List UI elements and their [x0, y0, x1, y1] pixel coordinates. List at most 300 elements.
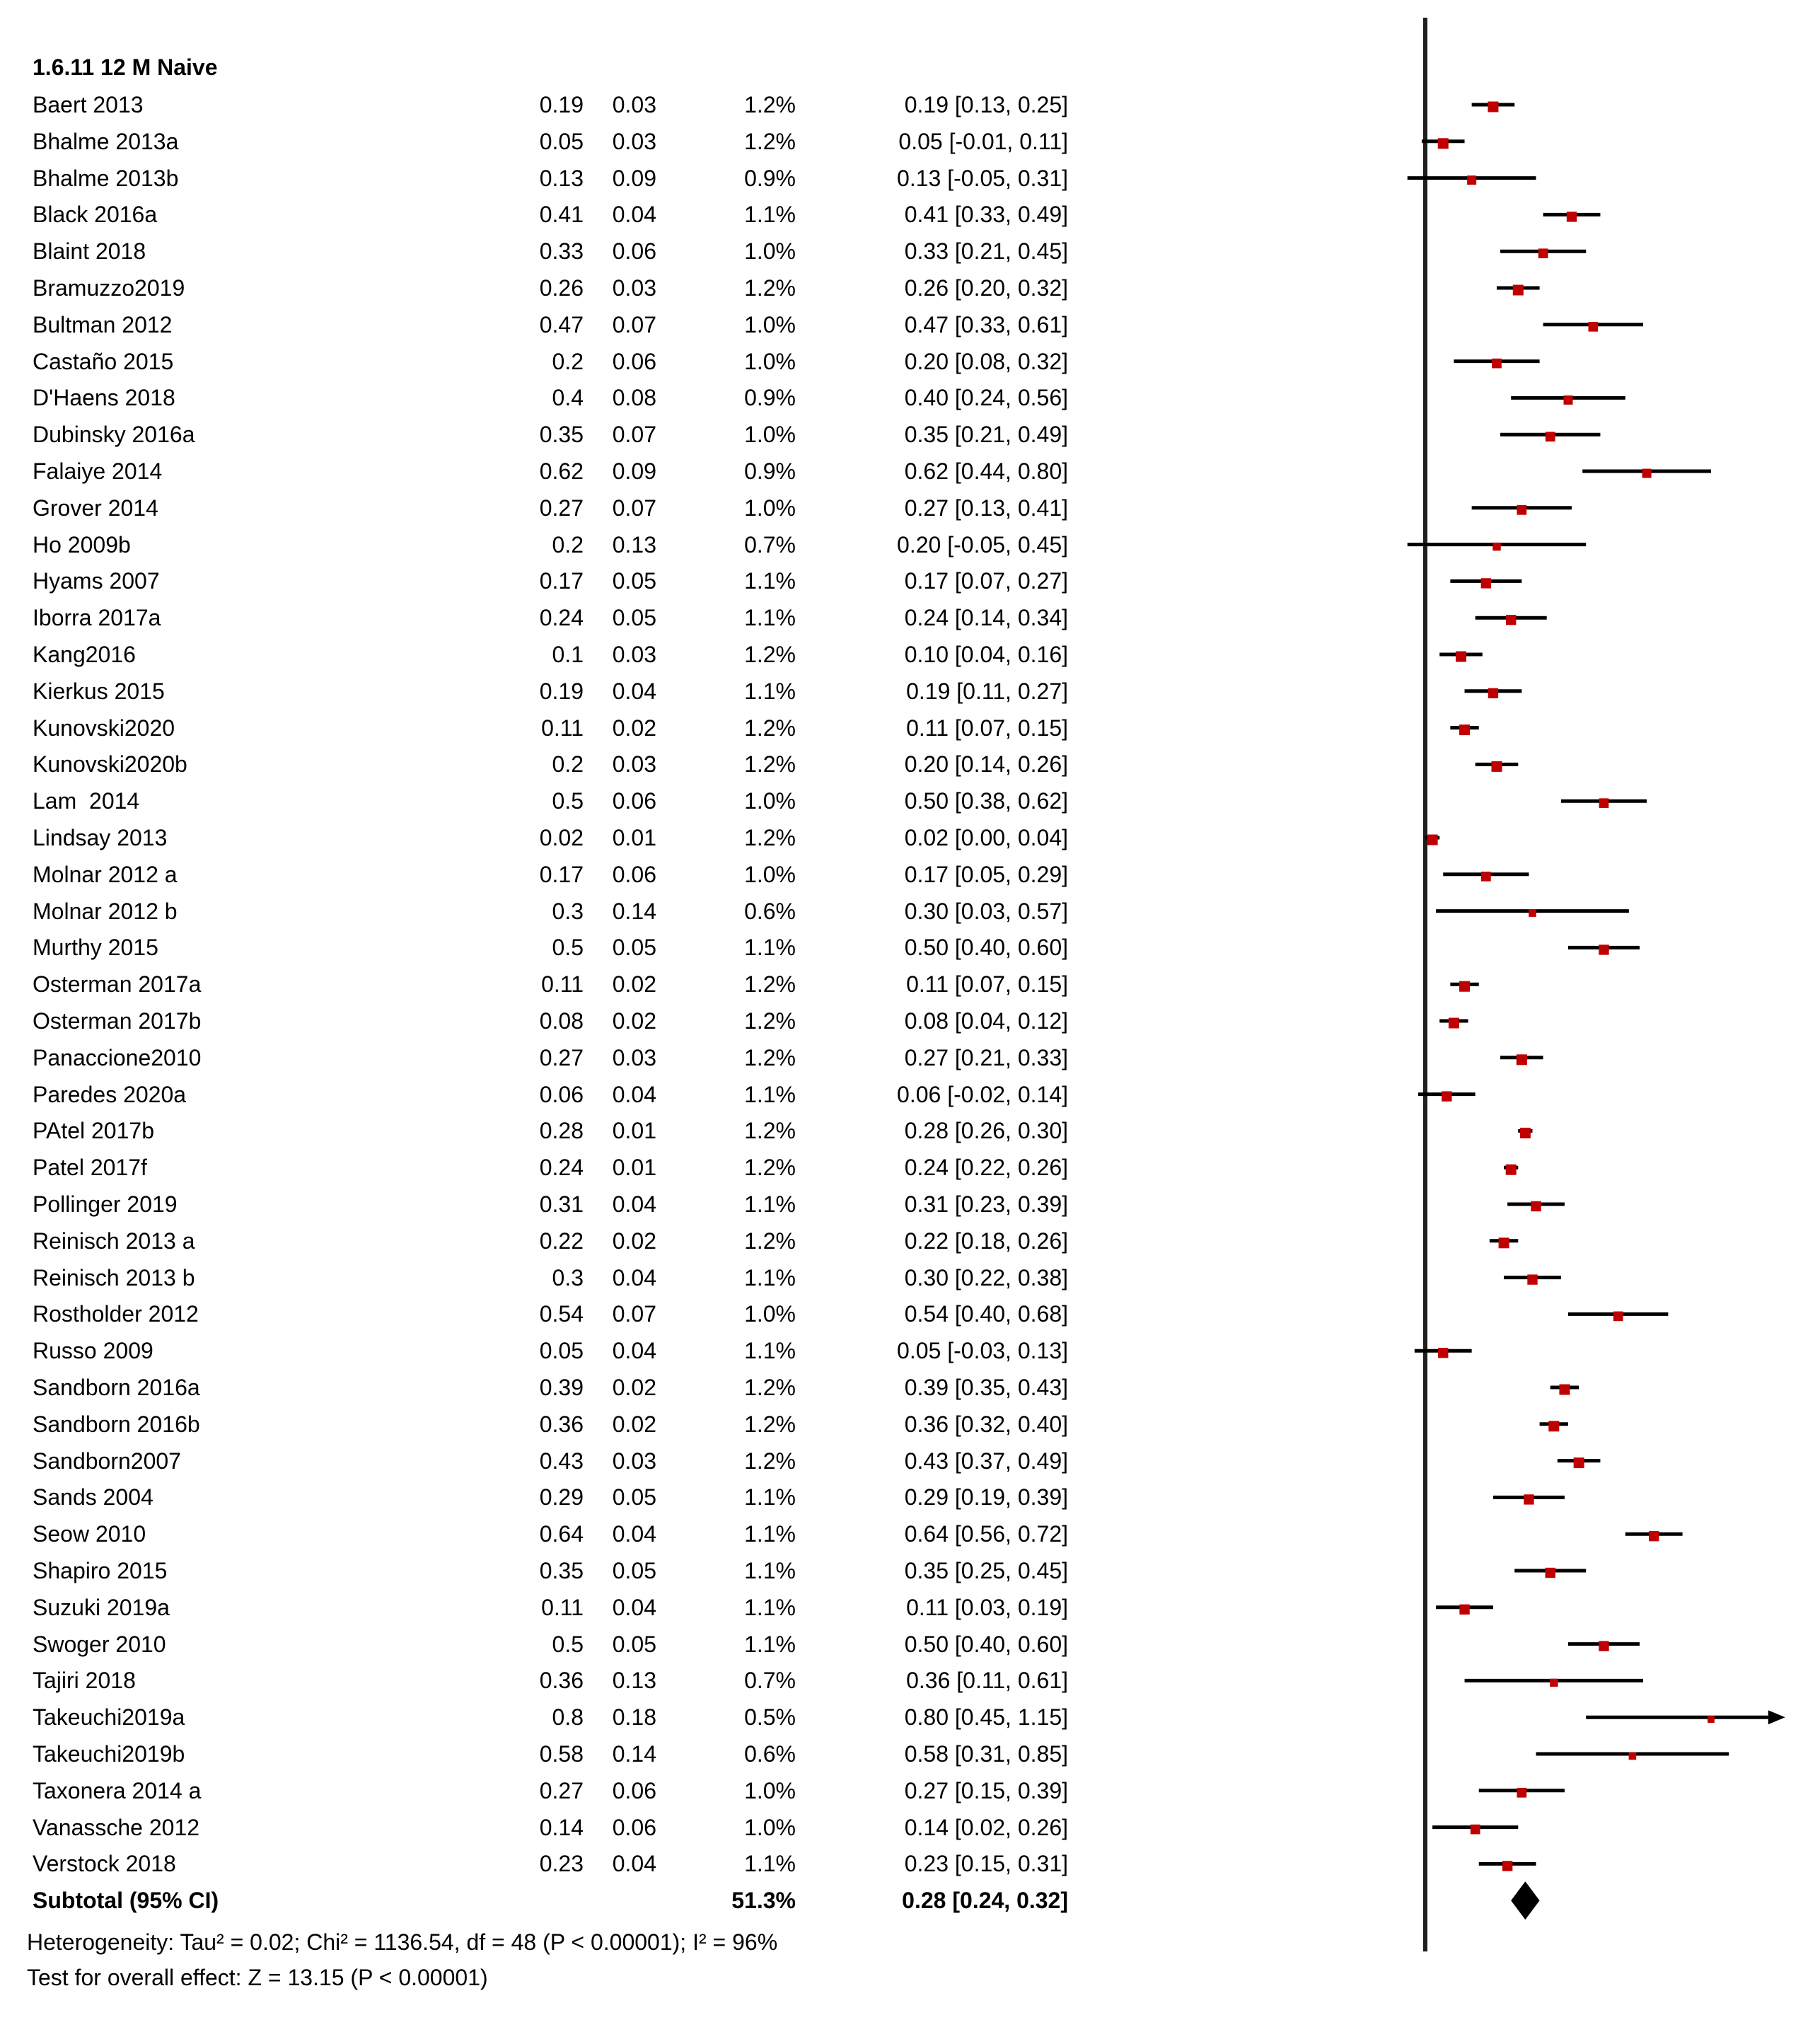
- study-mean-marker: [1499, 1237, 1509, 1248]
- study-mean: 0.27: [539, 1044, 584, 1070]
- study-name: Sandborn 2016a: [33, 1375, 200, 1400]
- study-name: Black 2016a: [33, 202, 158, 228]
- study-weight: 0.6%: [744, 1741, 796, 1767]
- study-mean-marker: [1456, 652, 1466, 662]
- study-mean-marker: [1527, 1274, 1537, 1284]
- study-mean-marker: [1492, 359, 1502, 369]
- study-mean-marker: [1546, 432, 1555, 441]
- study-se: 0.02: [612, 1411, 656, 1437]
- study-effect-ci: 0.19 [0.13, 0.25]: [904, 92, 1068, 117]
- study-name: Vanassche 2012: [33, 1814, 200, 1840]
- study-effect-ci: 0.50 [0.40, 0.60]: [904, 935, 1068, 961]
- subtotal-effect-ci: 0.28 [0.24, 0.32]: [902, 1888, 1068, 1914]
- study-weight: 1.0%: [744, 861, 796, 887]
- study-name: Paredes 2020a: [33, 1081, 187, 1107]
- study-weight: 1.1%: [744, 568, 796, 594]
- study-se: 0.03: [612, 92, 656, 117]
- study-mean-marker: [1550, 1679, 1558, 1687]
- study-se: 0.02: [612, 1228, 656, 1254]
- study-se: 0.06: [612, 1814, 656, 1840]
- study-weight: 1.1%: [744, 202, 796, 228]
- study-effect-ci: 0.24 [0.22, 0.26]: [904, 1155, 1068, 1181]
- study-name: Osterman 2017a: [33, 971, 202, 998]
- study-se: 0.05: [612, 1631, 656, 1657]
- study-mean-marker: [1449, 1018, 1459, 1029]
- study-se: 0.06: [612, 861, 656, 887]
- study-effect-ci: 0.23 [0.15, 0.31]: [904, 1851, 1068, 1877]
- study-mean-marker: [1488, 688, 1498, 698]
- study-se: 0.09: [612, 165, 656, 191]
- study-weight: 1.2%: [744, 1448, 796, 1474]
- study-effect-ci: 0.29 [0.19, 0.39]: [904, 1484, 1068, 1511]
- study-mean: 0.19: [539, 678, 584, 704]
- study-effect-ci: 0.28 [0.26, 0.30]: [904, 1118, 1068, 1144]
- study-effect-ci: 0.11 [0.07, 0.15]: [906, 971, 1068, 998]
- study-se: 0.03: [612, 751, 656, 778]
- study-se: 0.04: [612, 1191, 656, 1217]
- study-mean: 0.2: [552, 531, 584, 558]
- study-weight: 1.0%: [744, 1814, 796, 1840]
- study-se: 0.13: [612, 531, 656, 558]
- study-weight: 1.2%: [744, 1118, 796, 1144]
- study-mean: 0.2: [552, 751, 584, 778]
- study-weight: 1.2%: [744, 715, 796, 741]
- study-se: 0.02: [612, 715, 656, 741]
- study-se: 0.09: [612, 458, 656, 484]
- study-mean-marker: [1471, 1825, 1480, 1835]
- study-effect-ci: 0.26 [0.20, 0.32]: [904, 275, 1068, 301]
- study-mean-marker: [1642, 469, 1652, 478]
- study-name: Tajiri 2018: [33, 1668, 136, 1694]
- study-effect-ci: 0.11 [0.03, 0.19]: [906, 1594, 1068, 1620]
- study-mean-marker: [1629, 1753, 1637, 1760]
- study-se: 0.02: [612, 1375, 656, 1400]
- study-mean: 0.05: [539, 128, 584, 154]
- subtotal-diamond: [1511, 1881, 1539, 1919]
- study-name: Russo 2009: [33, 1338, 153, 1364]
- study-weight: 1.0%: [744, 1301, 796, 1327]
- study-name: Bhalme 2013a: [33, 128, 179, 154]
- study-name: Pollinger 2019: [33, 1191, 178, 1217]
- study-effect-ci: 0.33 [0.21, 0.45]: [904, 238, 1068, 265]
- study-effect-ci: 0.27 [0.15, 0.39]: [904, 1777, 1068, 1803]
- study-name: Taxonera 2014 a: [33, 1777, 202, 1803]
- study-mean-marker: [1574, 1457, 1584, 1468]
- heterogeneity-stats: Heterogeneity: Tau² = 0.02; Chi² = 1136.54, df = 48 (P < 0.00001); I² = 96%: [27, 1929, 778, 1956]
- study-mean: 0.47: [539, 311, 584, 337]
- study-mean: 0.24: [539, 605, 584, 631]
- study-name: Kunovski2020b: [33, 751, 187, 778]
- study-weight: 0.6%: [744, 898, 796, 924]
- study-mean-marker: [1506, 615, 1516, 625]
- study-mean-marker: [1548, 1421, 1559, 1431]
- study-effect-ci: 0.06 [-0.02, 0.14]: [897, 1081, 1068, 1107]
- study-name: Castaño 2015: [33, 348, 174, 374]
- study-mean: 0.11: [541, 1594, 584, 1620]
- study-se: 0.05: [612, 1558, 656, 1583]
- study-effect-ci: 0.20 [0.08, 0.32]: [904, 348, 1068, 374]
- study-weight: 0.7%: [744, 531, 796, 558]
- study-se: 0.03: [612, 128, 656, 154]
- study-se: 0.14: [612, 898, 656, 924]
- study-mean: 0.28: [539, 1118, 584, 1144]
- study-effect-ci: 0.54 [0.40, 0.68]: [904, 1301, 1068, 1327]
- study-se: 0.05: [612, 935, 656, 961]
- study-mean-marker: [1599, 945, 1608, 954]
- study-effect-ci: 0.30 [0.03, 0.57]: [904, 898, 1068, 924]
- study-se: 0.04: [612, 678, 656, 704]
- study-mean-marker: [1481, 872, 1491, 882]
- study-mean-marker: [1502, 1861, 1512, 1871]
- study-effect-ci: 0.80 [0.45, 1.15]: [904, 1704, 1068, 1731]
- study-weight: 1.1%: [744, 678, 796, 704]
- study-name: Seow 2010: [33, 1521, 146, 1547]
- study-se: 0.01: [612, 1155, 656, 1181]
- study-mean-marker: [1567, 212, 1577, 221]
- study-effect-ci: 0.08 [0.04, 0.12]: [904, 1008, 1068, 1034]
- study-effect-ci: 0.31 [0.23, 0.39]: [904, 1191, 1068, 1217]
- study-mean-marker: [1459, 981, 1470, 992]
- study-se: 0.04: [612, 1851, 656, 1877]
- study-effect-ci: 0.36 [0.11, 0.61]: [906, 1668, 1068, 1694]
- study-mean: 0.5: [552, 935, 584, 961]
- study-mean-marker: [1613, 1312, 1623, 1322]
- study-mean: 0.58: [539, 1741, 584, 1767]
- study-weight: 1.0%: [744, 238, 796, 265]
- study-mean: 0.36: [539, 1411, 584, 1437]
- study-weight: 1.2%: [744, 92, 796, 117]
- study-effect-ci: 0.39 [0.35, 0.43]: [904, 1375, 1068, 1400]
- study-weight: 1.0%: [744, 348, 796, 374]
- study-mean: 0.35: [539, 422, 584, 448]
- study-se: 0.03: [612, 1448, 656, 1474]
- study-name: Murthy 2015: [33, 935, 158, 961]
- ci-clipped-arrow-icon: [1768, 1710, 1785, 1724]
- study-effect-ci: 0.43 [0.37, 0.49]: [904, 1448, 1068, 1474]
- study-weight: 1.1%: [744, 1191, 796, 1217]
- study-mean: 0.64: [539, 1521, 584, 1547]
- study-mean: 0.13: [539, 165, 584, 191]
- study-name: Reinisch 2013 b: [33, 1264, 195, 1291]
- study-effect-ci: 0.19 [0.11, 0.27]: [906, 678, 1068, 704]
- study-name: Bhalme 2013b: [33, 165, 179, 191]
- study-name: Suzuki 2019a: [33, 1594, 170, 1620]
- study-name: Takeuchi2019b: [33, 1741, 185, 1767]
- study-mean: 0.8: [552, 1704, 584, 1731]
- study-mean: 0.3: [552, 898, 584, 924]
- study-mean-marker: [1708, 1716, 1715, 1723]
- study-effect-ci: 0.14 [0.02, 0.26]: [904, 1814, 1068, 1840]
- study-name: Osterman 2017b: [33, 1008, 202, 1034]
- study-name: Baert 2013: [33, 92, 144, 117]
- study-mean-marker: [1531, 1201, 1541, 1211]
- study-weight: 0.7%: [744, 1668, 796, 1694]
- study-mean: 0.17: [539, 861, 584, 887]
- study-mean: 0.54: [539, 1301, 584, 1327]
- study-mean-marker: [1427, 835, 1438, 845]
- study-mean: 0.41: [539, 202, 584, 228]
- study-mean-marker: [1438, 138, 1449, 149]
- study-se: 0.07: [612, 311, 656, 337]
- study-effect-ci: 0.50 [0.40, 0.60]: [904, 1631, 1068, 1657]
- study-weight: 1.2%: [744, 751, 796, 778]
- study-name: Swoger 2010: [33, 1631, 166, 1657]
- study-mean-marker: [1517, 1788, 1527, 1798]
- study-se: 0.06: [612, 1777, 656, 1803]
- study-mean: 0.43: [539, 1448, 584, 1474]
- study-name: Verstock 2018: [33, 1851, 176, 1877]
- study-weight: 1.0%: [744, 1777, 796, 1803]
- study-name: PAtel 2017b: [33, 1118, 154, 1144]
- study-mean: 0.08: [539, 1008, 584, 1034]
- study-effect-ci: 0.64 [0.56, 0.72]: [904, 1521, 1068, 1547]
- study-mean-marker: [1520, 1128, 1531, 1138]
- study-weight: 0.9%: [744, 165, 796, 191]
- study-mean-marker: [1488, 102, 1498, 112]
- study-se: 0.04: [612, 1081, 656, 1107]
- study-weight: 1.1%: [744, 935, 796, 961]
- study-se: 0.06: [612, 238, 656, 265]
- study-mean: 0.27: [539, 495, 584, 521]
- study-se: 0.13: [612, 1668, 656, 1694]
- study-mean-marker: [1599, 798, 1609, 808]
- study-mean-marker: [1546, 1568, 1555, 1578]
- study-weight: 1.2%: [744, 1044, 796, 1070]
- study-effect-ci: 0.10 [0.04, 0.16]: [904, 642, 1068, 667]
- study-mean-marker: [1442, 1091, 1451, 1101]
- study-mean-marker: [1524, 1494, 1534, 1504]
- study-name: Ho 2009b: [33, 531, 131, 558]
- study-effect-ci: 0.58 [0.31, 0.85]: [904, 1741, 1068, 1767]
- study-effect-ci: 0.24 [0.14, 0.34]: [904, 605, 1068, 631]
- study-name: Sandborn2007: [33, 1448, 181, 1474]
- study-weight: 1.0%: [744, 788, 796, 814]
- study-mean: 0.24: [539, 1155, 584, 1181]
- study-mean: 0.1: [552, 642, 584, 667]
- study-name: Kierkus 2015: [33, 678, 165, 704]
- study-name: Sands 2004: [33, 1484, 153, 1511]
- study-se: 0.05: [612, 568, 656, 594]
- overall-effect-test: Test for overall effect: Z = 13.15 (P < 0.00001): [27, 1965, 488, 1991]
- study-name: Falaiye 2014: [33, 458, 163, 484]
- study-mean-marker: [1438, 1348, 1448, 1358]
- study-weight: 1.1%: [744, 1264, 796, 1291]
- study-mean: 0.5: [552, 788, 584, 814]
- study-name: Iborra 2017a: [33, 605, 161, 631]
- study-name: Lam 2014: [33, 788, 140, 814]
- study-mean-marker: [1492, 761, 1502, 772]
- study-se: 0.18: [612, 1704, 656, 1731]
- study-name: Sandborn 2016b: [33, 1411, 200, 1437]
- study-effect-ci: 0.62 [0.44, 0.80]: [904, 458, 1068, 484]
- study-effect-ci: 0.02 [0.00, 0.04]: [904, 825, 1068, 850]
- study-mean-marker: [1529, 909, 1536, 917]
- study-name: Reinisch 2013 a: [33, 1228, 195, 1254]
- study-se: 0.05: [612, 605, 656, 631]
- study-name: Blaint 2018: [33, 238, 146, 265]
- study-weight: 1.1%: [744, 1631, 796, 1657]
- study-effect-ci: 0.13 [-0.05, 0.31]: [897, 165, 1068, 191]
- study-se: 0.06: [612, 348, 656, 374]
- study-weight: 1.2%: [744, 128, 796, 154]
- study-effect-ci: 0.22 [0.18, 0.26]: [904, 1228, 1068, 1254]
- study-name: Takeuchi2019a: [33, 1704, 185, 1731]
- study-se: 0.03: [612, 1044, 656, 1070]
- subtotal-weight: 51.3%: [731, 1888, 796, 1914]
- study-name: Bramuzzo2019: [33, 275, 185, 301]
- study-se: 0.01: [612, 1118, 656, 1144]
- study-mean: 0.3: [552, 1264, 584, 1291]
- study-mean-marker: [1492, 543, 1500, 550]
- study-weight: 1.2%: [744, 1375, 796, 1400]
- study-mean-marker: [1559, 1385, 1570, 1395]
- study-mean: 0.4: [552, 385, 584, 411]
- study-effect-ci: 0.36 [0.32, 0.40]: [904, 1411, 1068, 1437]
- study-mean-marker: [1564, 395, 1573, 405]
- study-se: 0.07: [612, 422, 656, 448]
- subtotal-label: Subtotal (95% CI): [33, 1888, 219, 1914]
- study-mean-marker: [1481, 578, 1491, 588]
- study-name: Molnar 2012 b: [33, 898, 178, 924]
- study-mean: 0.2: [552, 348, 584, 374]
- study-weight: 1.2%: [744, 1228, 796, 1254]
- study-weight: 1.1%: [744, 605, 796, 631]
- study-name: D'Haens 2018: [33, 385, 175, 411]
- study-weight: 1.2%: [744, 275, 796, 301]
- study-se: 0.14: [612, 1741, 656, 1767]
- study-mean: 0.5: [552, 1631, 584, 1657]
- study-mean: 0.33: [539, 238, 584, 265]
- study-weight: 1.1%: [744, 1851, 796, 1877]
- study-mean: 0.14: [539, 1814, 584, 1840]
- study-effect-ci: 0.20 [0.14, 0.26]: [904, 751, 1068, 778]
- study-weight: 1.0%: [744, 422, 796, 448]
- study-mean: 0.02: [539, 825, 584, 850]
- study-weight: 1.2%: [744, 1411, 796, 1437]
- study-name: Molnar 2012 a: [33, 861, 178, 887]
- study-effect-ci: 0.17 [0.05, 0.29]: [904, 861, 1068, 887]
- study-mean-marker: [1506, 1165, 1517, 1175]
- study-effect-ci: 0.35 [0.25, 0.45]: [904, 1558, 1068, 1583]
- study-effect-ci: 0.11 [0.07, 0.15]: [906, 715, 1068, 741]
- study-effect-ci: 0.47 [0.33, 0.61]: [904, 311, 1068, 337]
- study-se: 0.04: [612, 202, 656, 228]
- study-se: 0.04: [612, 1264, 656, 1291]
- study-weight: 1.0%: [744, 495, 796, 521]
- study-weight: 0.5%: [744, 1704, 796, 1731]
- study-name: Panaccione2010: [33, 1044, 202, 1070]
- study-weight: 1.2%: [744, 825, 796, 850]
- study-mean: 0.36: [539, 1668, 584, 1694]
- study-weight: 1.2%: [744, 1008, 796, 1034]
- study-mean-marker: [1459, 724, 1470, 735]
- study-effect-ci: 0.17 [0.07, 0.27]: [904, 568, 1068, 594]
- study-mean-marker: [1599, 1641, 1608, 1651]
- study-effect-ci: 0.05 [-0.03, 0.13]: [897, 1338, 1068, 1364]
- study-mean: 0.17: [539, 568, 584, 594]
- study-name: Dubinsky 2016a: [33, 422, 195, 448]
- study-mean: 0.11: [541, 971, 584, 998]
- study-mean: 0.27: [539, 1777, 584, 1803]
- study-se: 0.05: [612, 1484, 656, 1511]
- study-mean: 0.22: [539, 1228, 584, 1254]
- study-mean: 0.26: [539, 275, 584, 301]
- study-effect-ci: 0.05 [-0.01, 0.11]: [898, 128, 1068, 154]
- study-mean: 0.35: [539, 1558, 584, 1583]
- study-mean: 0.11: [541, 715, 584, 741]
- study-mean: 0.39: [539, 1375, 584, 1400]
- study-name: Patel 2017f: [33, 1155, 147, 1181]
- study-mean-marker: [1459, 1605, 1469, 1615]
- study-effect-ci: 0.20 [-0.05, 0.45]: [897, 531, 1068, 558]
- study-effect-ci: 0.27 [0.13, 0.41]: [904, 495, 1068, 521]
- study-weight: 0.9%: [744, 385, 796, 411]
- study-effect-ci: 0.27 [0.21, 0.33]: [904, 1044, 1068, 1070]
- study-effect-ci: 0.40 [0.24, 0.56]: [904, 385, 1068, 411]
- study-se: 0.01: [612, 825, 656, 850]
- study-weight: 1.1%: [744, 1484, 796, 1511]
- study-mean: 0.05: [539, 1338, 584, 1364]
- study-se: 0.02: [612, 1008, 656, 1034]
- study-mean-marker: [1649, 1531, 1659, 1541]
- study-se: 0.04: [612, 1594, 656, 1620]
- study-se: 0.03: [612, 275, 656, 301]
- subgroup-title: 1.6.11 12 M Naive: [33, 54, 218, 80]
- study-weight: 0.9%: [744, 458, 796, 484]
- study-se: 0.06: [612, 788, 656, 814]
- study-weight: 1.2%: [744, 642, 796, 667]
- study-mean-marker: [1589, 322, 1599, 332]
- study-name: Hyams 2007: [33, 568, 160, 594]
- study-se: 0.07: [612, 1301, 656, 1327]
- study-mean-marker: [1517, 505, 1527, 515]
- study-name: Kang2016: [33, 642, 136, 667]
- study-name: Lindsay 2013: [33, 825, 168, 850]
- study-mean: 0.23: [539, 1851, 584, 1877]
- study-se: 0.03: [612, 642, 656, 667]
- study-mean: 0.31: [539, 1191, 584, 1217]
- study-weight: 1.1%: [744, 1558, 796, 1583]
- study-mean-marker: [1517, 1054, 1527, 1065]
- study-weight: 1.1%: [744, 1338, 796, 1364]
- study-name: Rostholder 2012: [33, 1301, 199, 1327]
- study-weight: 1.1%: [744, 1081, 796, 1107]
- study-se: 0.04: [612, 1521, 656, 1547]
- study-name: Grover 2014: [33, 495, 158, 521]
- study-se: 0.04: [612, 1338, 656, 1364]
- study-weight: 1.2%: [744, 1155, 796, 1181]
- study-name: Kunovski2020: [33, 715, 175, 741]
- study-effect-ci: 0.30 [0.22, 0.38]: [904, 1264, 1068, 1291]
- study-mean: 0.19: [539, 92, 584, 117]
- study-mean-marker: [1467, 175, 1476, 185]
- study-mean-marker: [1513, 285, 1524, 296]
- study-mean: 0.29: [539, 1484, 584, 1511]
- study-effect-ci: 0.35 [0.21, 0.49]: [904, 422, 1068, 448]
- study-effect-ci: 0.41 [0.33, 0.49]: [904, 202, 1068, 228]
- study-se: 0.08: [612, 385, 656, 411]
- study-name: Bultman 2012: [33, 311, 173, 337]
- study-name: Shapiro 2015: [33, 1558, 168, 1583]
- study-mean-marker: [1538, 248, 1548, 258]
- study-mean: 0.62: [539, 458, 584, 484]
- study-se: 0.02: [612, 971, 656, 998]
- study-mean: 0.06: [539, 1081, 584, 1107]
- study-se: 0.07: [612, 495, 656, 521]
- study-weight: 1.1%: [744, 1521, 796, 1547]
- study-weight: 1.2%: [744, 971, 796, 998]
- study-weight: 1.1%: [744, 1594, 796, 1620]
